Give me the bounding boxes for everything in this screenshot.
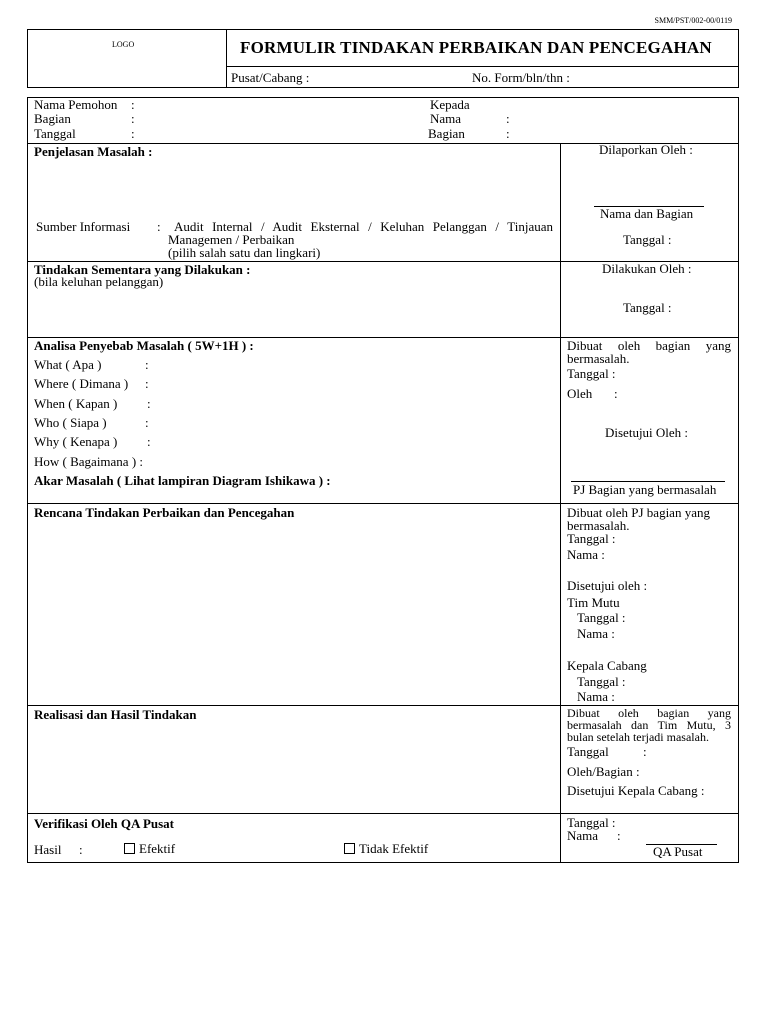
not-effective-checkbox[interactable]: [344, 843, 355, 854]
colon: :: [131, 111, 135, 126]
colon: :: [131, 97, 135, 112]
team-label: Tim Mutu: [567, 595, 620, 610]
colon: :: [506, 126, 510, 141]
head-date-label: Tanggal :: [577, 674, 626, 689]
analysis-where: Where ( Dimana ): [34, 376, 129, 391]
head-label: Kepala Cabang: [567, 658, 647, 673]
form-title: FORMULIR TINDAKAN PERBAIKAN DAN PENCEGAHAN: [240, 38, 712, 57]
analysis-why: Why ( Kenapa ): [34, 434, 118, 449]
applicant-date-label: Tanggal: [34, 126, 76, 141]
effective-checkbox[interactable]: [124, 843, 135, 854]
analysis-when: When ( Kapan ): [34, 396, 118, 411]
plan-title: Rencana Tindakan Perbaikan dan Pencegahan: [34, 505, 295, 520]
logo-placeholder: LOGO: [112, 40, 135, 49]
team-name-label: Nama :: [577, 626, 615, 641]
colon: :: [131, 126, 135, 141]
colon: :: [147, 434, 151, 449]
head-name-label: Nama :: [577, 689, 615, 704]
to-label: Kepada: [430, 97, 470, 112]
plan-made-by-line2: bermasalah.: [567, 518, 630, 533]
plan-made-by-line1: Dibuat oleh PJ bagian yang: [567, 505, 710, 520]
temporary-action-note: (bila keluhan pelanggan): [34, 274, 164, 289]
colon: :: [145, 357, 149, 372]
team-date-label: Tanggal :: [577, 610, 626, 625]
colon: :: [643, 744, 647, 759]
realization-by-label: Oleh/Bagian :: [567, 764, 640, 779]
pj-label: PJ Bagian yang bermasalah: [573, 482, 717, 497]
problem-title: Penjelasan Masalah :: [34, 144, 153, 159]
applicant-name-label: Nama Pemohon: [34, 97, 118, 112]
colon: :: [145, 376, 149, 391]
analysis-who: Who ( Siapa ): [34, 415, 107, 430]
realization-made-by-line2: bermasalah dan Tim Mutu, 3: [567, 718, 731, 732]
done-by-label: Dilakukan Oleh :: [602, 261, 692, 276]
temporary-action-title: Tindakan Sementara yang Dilakukan :: [34, 262, 251, 277]
source-options-line2: Managemen / Perbaikan: [168, 232, 295, 247]
to-dept-label: Bagian: [428, 126, 465, 141]
option-not-effective[interactable]: [344, 841, 428, 856]
verification-name-label: Nama: [567, 828, 599, 843]
analysis-how: How ( Bagaimana ) :: [34, 454, 144, 469]
applicant-dept-label: Bagian: [34, 111, 71, 126]
realization-approved-label: Disetujui Kepala Cabang :: [567, 783, 705, 798]
analysis-approved-label: Disetujui Oleh :: [605, 425, 689, 440]
analysis-by-label: Oleh: [567, 386, 593, 401]
analysis-made-by-line2: bermasalah.: [567, 351, 630, 366]
analysis-what: What ( Apa ): [34, 357, 102, 372]
colon: :: [147, 396, 151, 411]
colon: :: [157, 219, 161, 234]
reported-by-label: Dilaporkan Oleh :: [599, 142, 693, 157]
realization-made-by-line1: Dibuat oleh bagian yang: [567, 706, 731, 720]
option-effective[interactable]: [124, 841, 175, 856]
colon: :: [79, 842, 83, 857]
not-effective-label: Tidak Efektif: [359, 841, 429, 856]
colon: :: [506, 111, 510, 126]
analysis-made-by-line1: Dibuat oleh bagian yang: [567, 338, 731, 353]
verification-title: Verifikasi Oleh QA Pusat: [34, 816, 175, 831]
colon: :: [614, 386, 618, 401]
colon: :: [617, 828, 621, 843]
result-label: Hasil: [34, 842, 62, 857]
to-name-label: Nama: [430, 111, 462, 126]
plan-date-label: Tanggal :: [567, 531, 616, 546]
analysis-date-label: Tanggal :: [567, 366, 616, 381]
qa-label: QA Pusat: [653, 844, 703, 859]
temporary-date-label: Tanggal :: [623, 300, 672, 315]
source-options-line1: Audit Internal / Audit Eksternal / Keluhan Pelanggan / Tinjauan: [174, 219, 553, 234]
realization-title: Realisasi dan Hasil Tindakan: [34, 707, 197, 722]
source-note: (pilih salah satu dan lingkari): [168, 245, 321, 260]
effective-label: Efektif: [139, 841, 176, 856]
realization-made-by-line3: bulan setelah terjadi masalah.: [567, 730, 709, 744]
source-label: Sumber Informasi: [36, 219, 131, 234]
analysis-title: Analisa Penyebab Masalah ( 5W+1H ) :: [34, 338, 254, 353]
name-dept-label: Nama dan Bagian: [600, 206, 694, 221]
reported-date-label: Tanggal :: [623, 232, 672, 247]
realization-date-label: Tanggal: [567, 744, 609, 759]
branch-label: Pusat/Cabang :: [231, 70, 310, 85]
verification-date-label: Tanggal :: [567, 815, 616, 830]
document-code: SMM/PST/002-00/0119: [654, 16, 732, 25]
colon: :: [145, 415, 149, 430]
form-number-label: No. Form/bln/thn :: [472, 70, 570, 85]
root-cause-label: Akar Masalah ( Lihat lampiran Diagram Ishikawa ) :: [34, 473, 331, 488]
plan-name-label: Nama :: [567, 547, 605, 562]
plan-approved-label: Disetujui oleh :: [567, 578, 648, 593]
